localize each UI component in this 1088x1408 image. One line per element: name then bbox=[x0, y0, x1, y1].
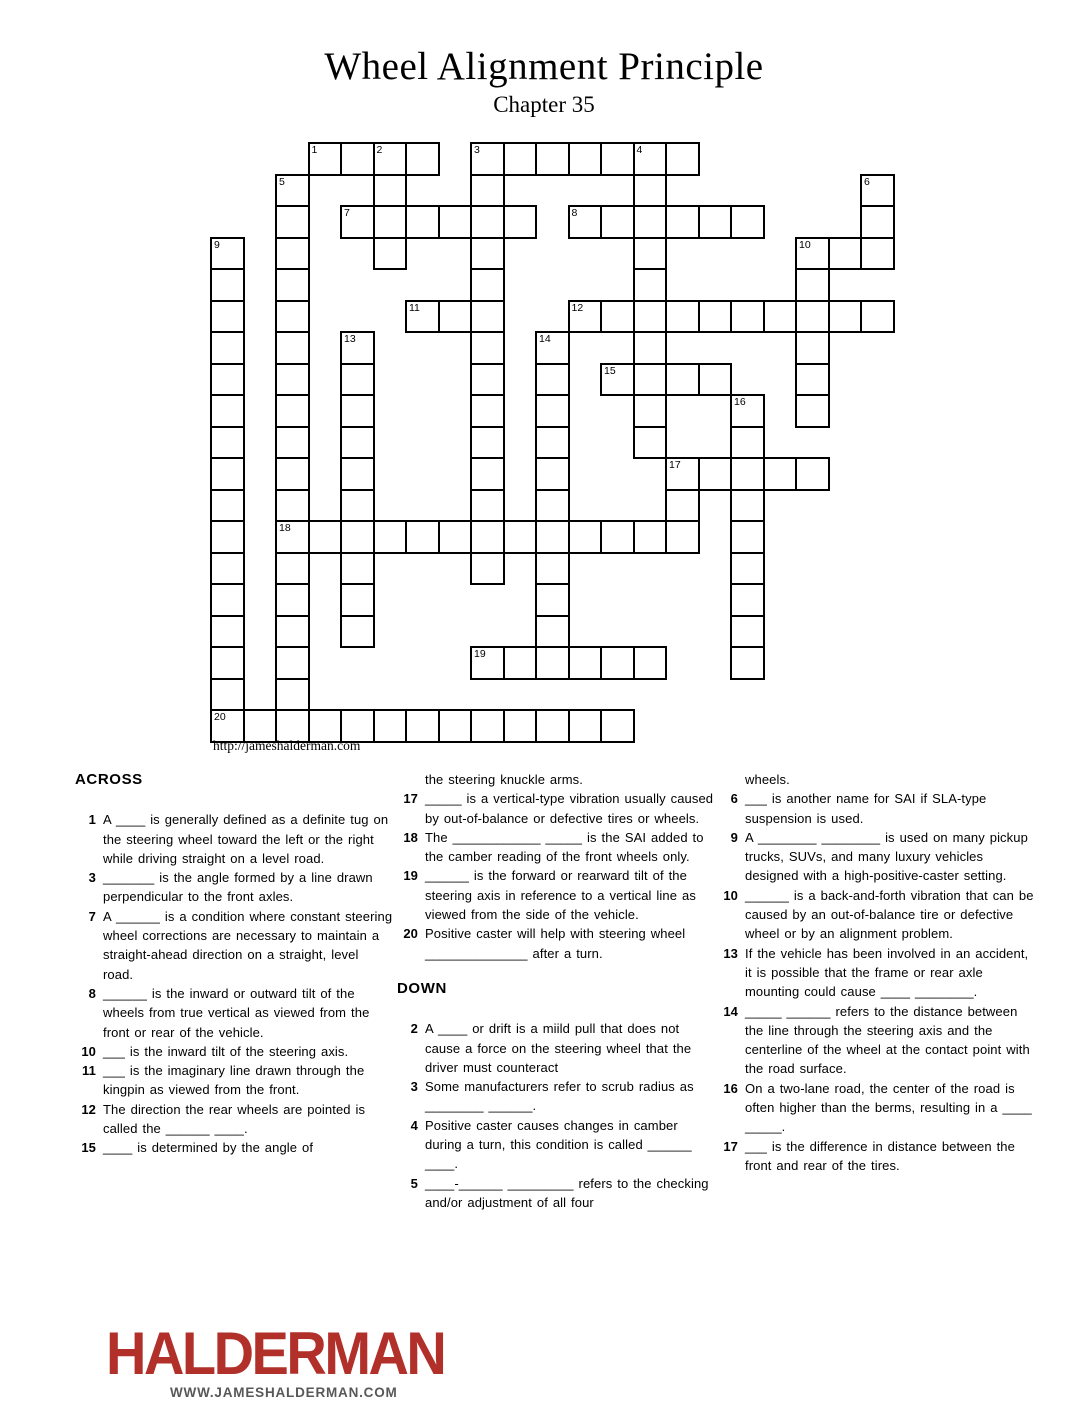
grid-cell bbox=[763, 457, 798, 491]
grid-cell bbox=[600, 205, 635, 239]
grid-cell bbox=[275, 646, 310, 680]
grid-cell bbox=[535, 709, 570, 743]
grid-cell bbox=[470, 520, 505, 554]
clue-number: 20 bbox=[403, 926, 418, 942]
clue-number: 8 bbox=[88, 985, 96, 1001]
grid-cell bbox=[633, 646, 668, 680]
grid-cell bbox=[210, 237, 245, 271]
clue-number: 9 bbox=[730, 829, 738, 845]
grid-cell bbox=[275, 426, 310, 460]
grid-cell bbox=[340, 520, 375, 554]
grid-cell-number: 4 bbox=[636, 144, 643, 156]
grid-cell bbox=[470, 363, 505, 397]
grid-cell bbox=[860, 174, 895, 208]
grid-cell-number: 3 bbox=[474, 144, 480, 156]
grid-cell bbox=[503, 142, 538, 176]
grid-cell bbox=[275, 300, 310, 334]
grid-cell bbox=[665, 205, 700, 239]
grid-cell bbox=[503, 205, 538, 239]
grid-cell bbox=[665, 489, 700, 523]
grid-cell bbox=[210, 520, 245, 554]
grid-cell bbox=[308, 142, 343, 176]
clue-continuation bbox=[717, 770, 1035, 789]
grid-cell bbox=[698, 363, 733, 397]
clue-text: On a two-lane road, the center of the road is often higher than the berms, resulting in a ____ _____. bbox=[745, 1080, 1032, 1135]
grid-cell bbox=[470, 426, 505, 460]
clue-item bbox=[397, 866, 715, 924]
grid-cell-number: 17 bbox=[669, 459, 681, 471]
grid-cell-number: 9 bbox=[214, 238, 220, 251]
grid-cell bbox=[535, 142, 570, 176]
grid-cell bbox=[210, 268, 245, 302]
grid-cell bbox=[438, 300, 473, 334]
grid-cell bbox=[600, 300, 635, 334]
grid-cell bbox=[795, 363, 830, 397]
grid-cell bbox=[275, 552, 310, 586]
grid-cell bbox=[535, 646, 570, 680]
clue-column-right bbox=[717, 770, 1035, 1175]
grid-cell bbox=[795, 268, 830, 302]
grid-cell bbox=[698, 457, 733, 491]
clue-text: ______ is the forward or rearward tilt of the steering axis in reference to a vertical line as viewed from the side of the vehicle. bbox=[425, 868, 696, 923]
grid-cell-number: 16 bbox=[734, 396, 746, 408]
grid-cell bbox=[535, 615, 570, 649]
clue-number: 12 bbox=[81, 1101, 96, 1117]
grid-cell bbox=[275, 457, 310, 491]
grid-cell bbox=[568, 646, 603, 680]
clue-text: A ________ ________ is used on many pickup trucks, SUVs, and many luxury vehicles designed with a high-positive-caster setting. bbox=[745, 829, 1028, 884]
clue-item bbox=[717, 1079, 1035, 1137]
grid-cell bbox=[568, 520, 603, 554]
grid-cell bbox=[730, 552, 765, 586]
halderman-logo: HALDERMAN bbox=[106, 1319, 445, 1388]
grid-cell bbox=[210, 552, 245, 586]
crossword-grid bbox=[210, 142, 893, 741]
grid-cell bbox=[665, 142, 700, 176]
grid-cell bbox=[210, 426, 245, 460]
grid-cell bbox=[470, 552, 505, 586]
clue-text: _____ ______ refers to the distance between the line through the steering axis and the centerline of the wheel at the contact point with the road surface. bbox=[745, 1003, 1030, 1077]
clue-item bbox=[75, 907, 393, 984]
clue-number: 15 bbox=[81, 1140, 96, 1156]
clue-item bbox=[717, 789, 1035, 828]
grid-cell bbox=[535, 583, 570, 617]
grid-cell bbox=[633, 268, 668, 302]
grid-cell bbox=[470, 174, 505, 208]
grid-cell bbox=[730, 300, 765, 334]
grid-cell bbox=[405, 709, 440, 743]
grid-cell-number: 8 bbox=[571, 207, 578, 219]
grid-cell bbox=[795, 300, 830, 334]
grid-cell-number: 5 bbox=[279, 175, 285, 188]
grid-cell bbox=[535, 363, 570, 397]
grid-cell bbox=[470, 646, 505, 680]
grid-cell bbox=[470, 489, 505, 523]
clue-text: _______ is the angle formed by a line drawn perpendicular to the front axles. bbox=[103, 870, 373, 905]
grid-cell bbox=[210, 615, 245, 649]
clue-text: ____ is determined by the angle of bbox=[103, 1140, 314, 1156]
clue-text: ___ is the inward tilt of the steering axis. bbox=[103, 1043, 349, 1059]
grid-cell bbox=[535, 331, 570, 365]
grid-cell bbox=[633, 300, 668, 334]
clue-item bbox=[75, 1138, 393, 1157]
grid-cell bbox=[470, 300, 505, 334]
clue-item bbox=[75, 810, 393, 868]
clue-item bbox=[717, 1002, 1035, 1079]
grid-cell bbox=[340, 331, 375, 365]
clue-number: 10 bbox=[81, 1043, 96, 1059]
grid-cell bbox=[373, 237, 408, 271]
grid-cell bbox=[633, 142, 668, 176]
grid-cell bbox=[275, 678, 310, 712]
clue-number: 4 bbox=[410, 1117, 418, 1133]
grid-cell bbox=[438, 709, 473, 743]
clue-text: ___ is the difference in distance between the front and rear of the tires. bbox=[745, 1138, 1015, 1173]
grid-cell-number: 15 bbox=[604, 364, 616, 377]
grid-cell bbox=[470, 331, 505, 365]
grid-cell bbox=[275, 174, 310, 208]
grid-cell bbox=[535, 457, 570, 491]
grid-cell bbox=[275, 363, 310, 397]
clue-item bbox=[397, 828, 715, 867]
grid-cell bbox=[600, 646, 635, 680]
clue-item bbox=[75, 1042, 393, 1061]
grid-cell-number: 19 bbox=[474, 648, 486, 660]
clue-number: 17 bbox=[403, 791, 418, 807]
clue-number: 7 bbox=[88, 908, 96, 924]
clue-text: the steering knuckle arms. bbox=[425, 772, 583, 787]
grid-cell bbox=[730, 615, 765, 649]
grid-cell bbox=[405, 142, 440, 176]
grid-cell-number: 10 bbox=[799, 238, 811, 251]
grid-cell bbox=[340, 489, 375, 523]
clue-number: 17 bbox=[723, 1138, 738, 1154]
grid-cell bbox=[633, 205, 668, 239]
clue-item bbox=[717, 1137, 1035, 1176]
grid-cell bbox=[568, 142, 603, 176]
clue-text: If the vehicle has been involved in an accident, it is possible that the frame or rear axle mounting could cause ____ ________. bbox=[745, 945, 1029, 1000]
grid-cell bbox=[470, 237, 505, 271]
grid-cell bbox=[795, 394, 830, 428]
grid-cell bbox=[503, 646, 538, 680]
grid-cell bbox=[210, 394, 245, 428]
clue-number: 13 bbox=[723, 945, 738, 961]
grid-cell bbox=[275, 520, 310, 554]
grid-cell-number: 7 bbox=[344, 207, 350, 219]
grid-cell bbox=[210, 646, 245, 680]
grid-cell bbox=[860, 205, 895, 239]
grid-cell bbox=[730, 646, 765, 680]
grid-cell bbox=[600, 520, 635, 554]
grid-cell bbox=[470, 142, 505, 176]
clue-number: 2 bbox=[410, 1021, 418, 1037]
clue-item bbox=[75, 1061, 393, 1100]
grid-cell bbox=[633, 331, 668, 365]
clue-number: 14 bbox=[723, 1003, 738, 1019]
clue-text: ____-______ _________ refers to the checking and/or adjustment of all four bbox=[425, 1175, 709, 1210]
grid-cell bbox=[275, 489, 310, 523]
grid-source-url: http://jameshalderman.com bbox=[213, 738, 361, 753]
grid-cell bbox=[860, 300, 895, 334]
grid-cell bbox=[535, 489, 570, 523]
grid-cell bbox=[535, 394, 570, 428]
grid-cell bbox=[275, 615, 310, 649]
grid-cell bbox=[860, 237, 895, 271]
grid-cell bbox=[373, 520, 408, 554]
clue-number: 19 bbox=[403, 868, 418, 884]
grid-cell bbox=[210, 583, 245, 617]
clue-item bbox=[75, 984, 393, 1042]
grid-cell bbox=[210, 489, 245, 523]
clue-text: Some manufacturers refer to scrub radius as ________ ______. bbox=[425, 1079, 694, 1114]
grid-cell bbox=[340, 583, 375, 617]
grid-cell-number: 14 bbox=[539, 333, 551, 345]
clue-text: ___ is another name for SAI if SLA-type suspension is used. bbox=[745, 791, 987, 826]
grid-cell bbox=[210, 331, 245, 365]
grid-cell bbox=[730, 205, 765, 239]
grid-cell-number: 12 bbox=[571, 301, 584, 314]
grid-cell bbox=[633, 394, 668, 428]
grid-cell bbox=[470, 268, 505, 302]
clue-item bbox=[397, 1019, 715, 1077]
grid-cell bbox=[340, 457, 375, 491]
grid-cell bbox=[470, 457, 505, 491]
grid-cell bbox=[405, 300, 440, 334]
grid-cell bbox=[275, 205, 310, 239]
clue-number: 16 bbox=[723, 1080, 738, 1096]
clue-column-middle bbox=[397, 770, 715, 1212]
clue-item bbox=[397, 924, 715, 963]
grid-cell bbox=[535, 520, 570, 554]
grid-cell bbox=[340, 205, 375, 239]
page-title: Wheel Alignment Principle bbox=[324, 45, 764, 88]
clue-text: Positive caster will help with steering wheel ______________ after a turn. bbox=[425, 926, 686, 961]
grid-cell bbox=[665, 457, 700, 491]
grid-cell bbox=[503, 709, 538, 743]
grid-cell bbox=[730, 489, 765, 523]
clue-text: ___ is the imaginary line drawn through the kingpin as viewed from the front. bbox=[103, 1063, 365, 1098]
grid-cell bbox=[665, 520, 700, 554]
clue-text: The ____________ _____ is the SAI added to the camber reading of the front wheels only. bbox=[425, 829, 704, 865]
clue-text: ______ is a back-and-forth vibration that can be caused by an out-of-balance tire or defective wheel or by an alignment problem. bbox=[745, 887, 1034, 942]
grid-cell-number: 6 bbox=[864, 175, 870, 188]
grid-cell bbox=[730, 457, 765, 491]
clue-item bbox=[717, 886, 1035, 944]
clue-text: A ____ is generally defined as a definite tug on the steering wheel toward the left or the right while driving straight on a level road. bbox=[103, 812, 389, 866]
grid-cell bbox=[373, 174, 408, 208]
grid-cell bbox=[340, 394, 375, 428]
clue-item bbox=[717, 828, 1035, 886]
grid-cell bbox=[568, 300, 603, 334]
clue-number: 11 bbox=[82, 1063, 96, 1079]
grid-cell bbox=[340, 615, 375, 649]
grid-cell bbox=[568, 205, 603, 239]
clue-item bbox=[75, 868, 393, 907]
grid-cell-number: 11 bbox=[409, 301, 420, 314]
grid-cell bbox=[373, 142, 408, 176]
grid-cell bbox=[373, 205, 408, 239]
clue-number: 1 bbox=[88, 812, 96, 828]
grid-cell bbox=[405, 520, 440, 554]
grid-cell bbox=[535, 426, 570, 460]
clue-number: 10 bbox=[723, 887, 738, 903]
grid-cell bbox=[600, 142, 635, 176]
grid-cell bbox=[210, 300, 245, 334]
grid-cell bbox=[795, 331, 830, 365]
grid-cell bbox=[210, 678, 245, 712]
grid-cell bbox=[633, 426, 668, 460]
grid-cell bbox=[340, 426, 375, 460]
grid-cell-number: 13 bbox=[344, 333, 356, 345]
clue-column-across bbox=[75, 770, 393, 1158]
grid-cell bbox=[763, 300, 798, 334]
grid-cell bbox=[275, 237, 310, 271]
clue-number: 6 bbox=[730, 791, 738, 807]
grid-cell bbox=[438, 205, 473, 239]
clue-item bbox=[75, 1100, 393, 1139]
grid-cell bbox=[730, 583, 765, 617]
grid-cell bbox=[633, 363, 668, 397]
grid-cell bbox=[698, 205, 733, 239]
clue-text: A ____ or drift is a miild pull that does not cause a force on the steering wheel that the driver must counteract bbox=[425, 1021, 692, 1075]
grid-cell bbox=[210, 457, 245, 491]
clue-text: wheels. bbox=[745, 772, 790, 787]
grid-cell bbox=[340, 142, 375, 176]
down-header: DOWN bbox=[397, 979, 447, 997]
logo-website-url: WWW.JAMESHALDERMAN.COM bbox=[170, 1385, 398, 1400]
clue-continuation bbox=[397, 770, 715, 789]
grid-cell bbox=[275, 331, 310, 365]
clue-number: 3 bbox=[88, 870, 96, 886]
grid-cell bbox=[470, 205, 505, 239]
grid-cell bbox=[275, 268, 310, 302]
grid-cell bbox=[535, 552, 570, 586]
clue-number: 5 bbox=[410, 1175, 418, 1191]
grid-cell-number: 18 bbox=[279, 522, 291, 534]
grid-cell bbox=[568, 709, 603, 743]
clue-text: Positive caster causes changes in camber during a turn, this condition is called ______ ____. bbox=[425, 1117, 692, 1172]
grid-cell bbox=[633, 237, 668, 271]
grid-cell bbox=[795, 237, 830, 271]
grid-cell bbox=[730, 426, 765, 460]
clue-text: _____ is a vertical-type vibration usually caused by out-of-balance or defective tires or wheels. bbox=[425, 791, 714, 826]
clue-text: The direction the rear wheels are pointed is called the ______ ____. bbox=[103, 1101, 366, 1137]
clue-item bbox=[717, 944, 1035, 1002]
grid-cell-number: 2 bbox=[376, 144, 383, 156]
clue-text: A ______ is a condition where constant steering wheel corrections are necessary to maintain a straight-ahead direction on a straight, level road. bbox=[103, 908, 393, 982]
grid-cell-number: 20 bbox=[214, 711, 226, 723]
grid-cell bbox=[730, 394, 765, 428]
clue-item bbox=[397, 1077, 715, 1116]
grid-cell bbox=[470, 394, 505, 428]
grid-cell bbox=[503, 520, 538, 554]
grid-cell bbox=[275, 394, 310, 428]
grid-cell bbox=[665, 363, 700, 397]
grid-cell bbox=[633, 520, 668, 554]
grid-cell bbox=[828, 300, 863, 334]
grid-cell bbox=[698, 300, 733, 334]
grid-cell-number: 1 bbox=[311, 144, 318, 156]
grid-cell bbox=[275, 583, 310, 617]
grid-cell bbox=[373, 709, 408, 743]
grid-cell bbox=[828, 237, 863, 271]
grid-cell bbox=[405, 205, 440, 239]
grid-cell bbox=[340, 363, 375, 397]
grid-cell bbox=[340, 552, 375, 586]
grid-cell bbox=[795, 457, 830, 491]
clue-item bbox=[397, 789, 715, 828]
chapter-subtitle: Chapter 35 bbox=[493, 92, 595, 117]
clue-text: ______ is the inward or outward tilt of the wheels from true vertical as viewed from the front or rear of the vehicle. bbox=[103, 985, 370, 1040]
grid-cell bbox=[438, 520, 473, 554]
clue-number: 3 bbox=[410, 1079, 418, 1095]
across-header: ACROSS bbox=[75, 771, 143, 788]
grid-cell bbox=[308, 520, 343, 554]
grid-cell bbox=[600, 363, 635, 397]
clue-item bbox=[397, 1116, 715, 1174]
grid-cell bbox=[730, 520, 765, 554]
clue-item bbox=[397, 1174, 715, 1213]
grid-cell bbox=[600, 709, 635, 743]
grid-cell bbox=[470, 709, 505, 743]
grid-cell bbox=[210, 363, 245, 397]
clue-number: 18 bbox=[403, 829, 418, 845]
grid-cell bbox=[665, 300, 700, 334]
grid-cell bbox=[633, 174, 668, 208]
